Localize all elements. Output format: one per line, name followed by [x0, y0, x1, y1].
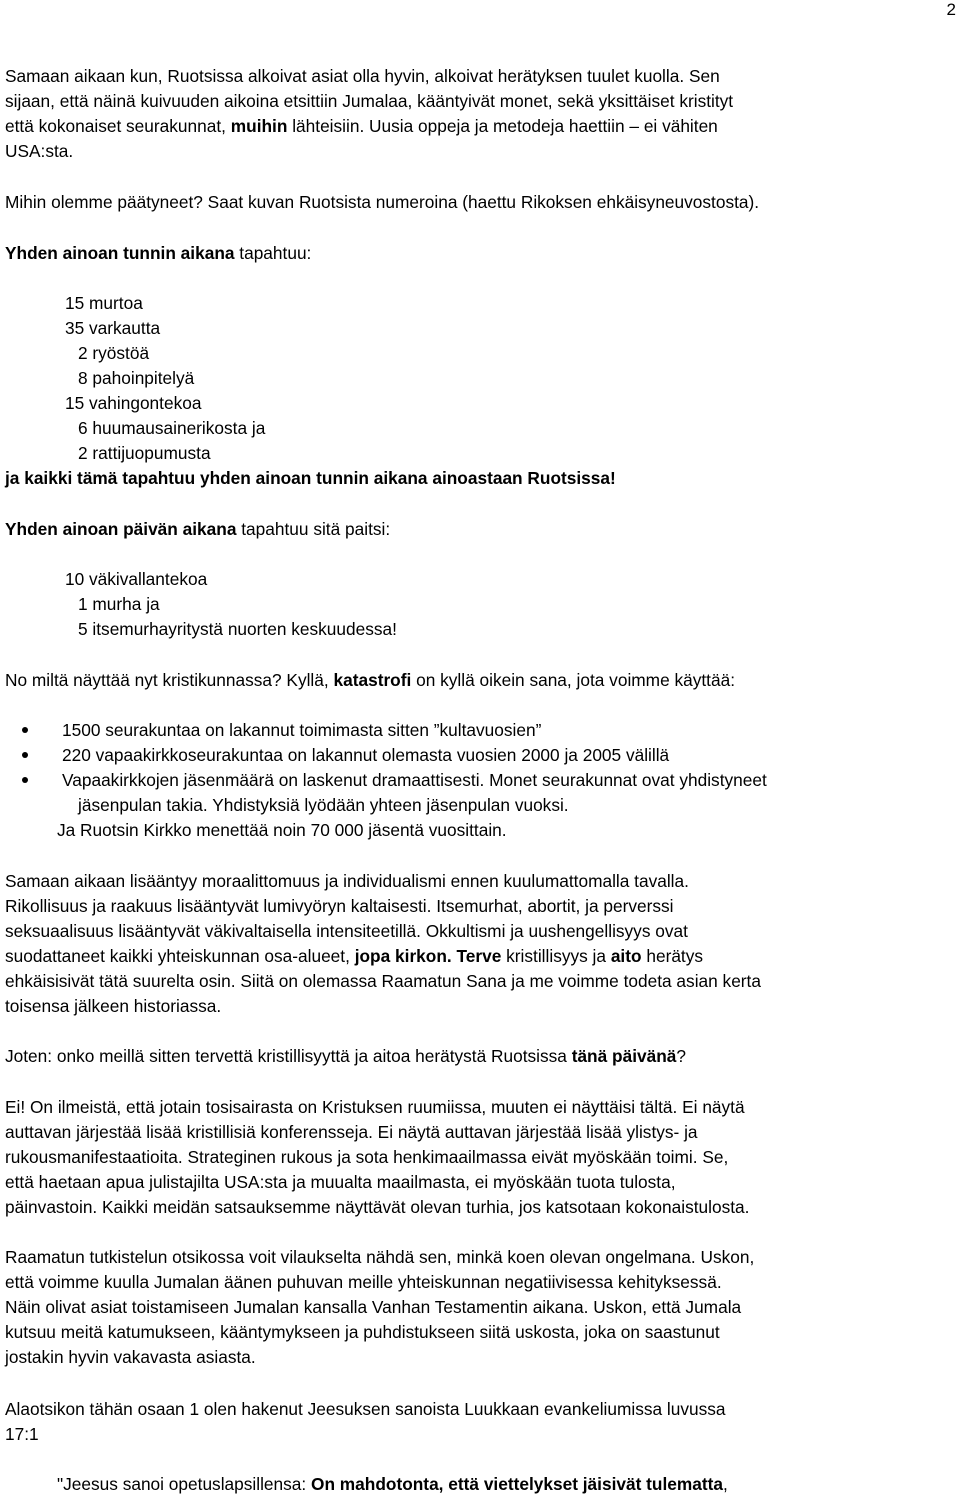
hour-item: 6 huumausainerikosta ja: [78, 418, 266, 438]
paragraph-line: Joten: onko meillä sitten tervettä kristillisyyttä ja aitoa herätystä Ruotsissa tänä päivänä?: [5, 1046, 687, 1066]
paragraph-line: Ei! On ilmeistä, että jotain tosisairasta on Kristuksen ruumiissa, muuten ei näyttäisi tältä. Ei näytä: [5, 1097, 745, 1117]
bullet-item: Vapaakirkkojen jäsenmäärä on laskenut dramaattisesti. Monet seurakunnat ovat yhdistyneet: [62, 770, 767, 790]
paragraph-line: toisensa jälkeen historiassa.: [5, 996, 222, 1016]
paragraph-line: että haetaan apua julistajilta USA:sta ja muualta maailmasta, ei myöskään tuota tulosta,: [5, 1172, 676, 1192]
paragraph-line: Näin olivat asiat toistamiseen Jumalan kansalla Vanhan Testamentin aikana. Uskon, että Jumala: [5, 1297, 742, 1317]
hour-intro: Yhden ainoan tunnin aikana tapahtuu:: [5, 243, 312, 263]
bible-quote: "Jeesus sanoi opetuslapsillensa: On mahdotonta, että viettelykset jäisivät tulematta,: [57, 1474, 728, 1494]
bullet-item: 220 vapaakirkkoseurakuntaa on lakannut olemasta vuosien 2000 ja 2005 välillä: [62, 745, 670, 765]
paragraph-line: että voimme kuulla Jumalan äänen puhuvan meille yhteiskunnan negatiivisessa kehityksessä.: [5, 1272, 722, 1292]
bullet-icon: [22, 777, 28, 783]
paragraph-line: suodattaneet kaikki yhteiskunnan osa-alueet, jopa kirkon. Terve kristillisyys ja aito herätys: [5, 946, 704, 966]
paragraph-line: Samaan aikaan lisääntyy moraalittomuus ja individualismi ennen kuulumattomalla tavalla.: [5, 871, 689, 891]
paragraph-line: jostakin hyvin vakavasta asiasta.: [5, 1347, 256, 1367]
paragraph-line: Rikollisuus ja raakuus lisääntyvät lumivyöryn kaltaisesti. Itsemurhat, abortit, ja perverssi: [5, 896, 674, 916]
hour-item: 15 murtoa: [65, 293, 143, 313]
paragraph-line: Alaotsikon tähän osaan 1 olen hakenut Jeesuksen sanoista Luukkaan evankeliumissa luvussa: [5, 1399, 726, 1419]
paragraph-line: 17:1: [5, 1424, 39, 1444]
hour-item: 2 ryöstöä: [78, 343, 150, 363]
bullet-continuation: jäsenpulan takia. Yhdistyksiä lyödään yhteen jäsenpulan vuoksi.: [78, 795, 569, 815]
paragraph-line: kutsuu meitä katumukseen, kääntymykseen ja puhdistukseen siitä uskosta, joka on saastunut: [5, 1322, 720, 1342]
hour-summary: ja kaikki tämä tapahtuu yhden ainoan tunnin aikana ainoastaan Ruotsissa!: [5, 468, 616, 488]
paragraph-line: ehkäisisivät tätä suurelta osin. Siitä on olemassa Raamatun Sana ja me voimme todeta asian kerta: [5, 971, 761, 991]
bullet-icon: [22, 752, 28, 758]
paragraph-line: rukousmanifestaatioita. Strateginen rukous ja sota henkimaailmassa eivät myöskään toimi. Se,: [5, 1147, 729, 1167]
paragraph-line: USA:sta.: [5, 141, 74, 161]
bullet-icon: [22, 727, 28, 733]
paragraph-line: Mihin olemme päätyneet? Saat kuvan Ruotsista numeroina (haettu Rikoksen ehkäisyneuvostosta).: [5, 192, 760, 212]
hour-item: 8 pahoinpitelyä: [78, 368, 195, 388]
hour-item: 15 vahingontekoa: [65, 393, 202, 413]
church-intro: No miltä näyttää nyt kristikunnassa? Kyllä, katastrofi on kyllä oikein sana, jota voimme käyttää:: [5, 670, 735, 690]
paragraph-line: Raamatun tutkistelun otsikossa voit vilaukselta nähdä sen, minkä koen olevan ongelmana. Uskon,: [5, 1247, 755, 1267]
hour-item: 35 varkautta: [65, 318, 161, 338]
day-item: 5 itsemurhayritystä nuorten keskuudessa!: [78, 619, 397, 639]
hour-item: 2 rattijuopumusta: [78, 443, 211, 463]
paragraph-line: että kokonaiset seurakunnat, muihin lähteisiin. Uusia oppeja ja metodeja haettiin – ei vähiten: [5, 116, 718, 136]
bullet-item: 1500 seurakuntaa on lakannut toimimasta sitten ”kultavuosien”: [62, 720, 542, 740]
paragraph-line: seksuaalisuus lisääntyvät väkivaltaisella intensiteetillä. Okkultismi ja uushengellisyys ovat: [5, 921, 688, 941]
paragraph-line: päinvastoin. Kaikki meidän satsauksemme näyttävät olevan turhia, jos katsotaan kokonaistulosta.: [5, 1197, 750, 1217]
day-intro: Yhden ainoan päivän aikana tapahtuu sitä paitsi:: [5, 519, 391, 539]
paragraph-line: auttavan järjestää lisää kristillisiä konferensseja. Ei näytä auttavan järjestää lisää ylistys- ja: [5, 1122, 698, 1142]
paragraph-line: Samaan aikaan kun, Ruotsissa alkoivat asiat olla hyvin, alkoivat herätyksen tuulet kuolla. Sen: [5, 66, 720, 86]
page-number: 2: [946, 0, 956, 19]
day-item: 10 väkivallantekoa: [65, 569, 208, 589]
paragraph-line: sijaan, että näinä kuivuuden aikoina etsittiin Jumalaa, kääntyivät monet, sekä yksittäiset kristityt: [5, 91, 734, 111]
day-item: 1 murha ja: [78, 594, 160, 614]
paragraph-line: Ja Ruotsin Kirkko menettää noin 70 000 jäsentä vuosittain.: [57, 820, 507, 840]
